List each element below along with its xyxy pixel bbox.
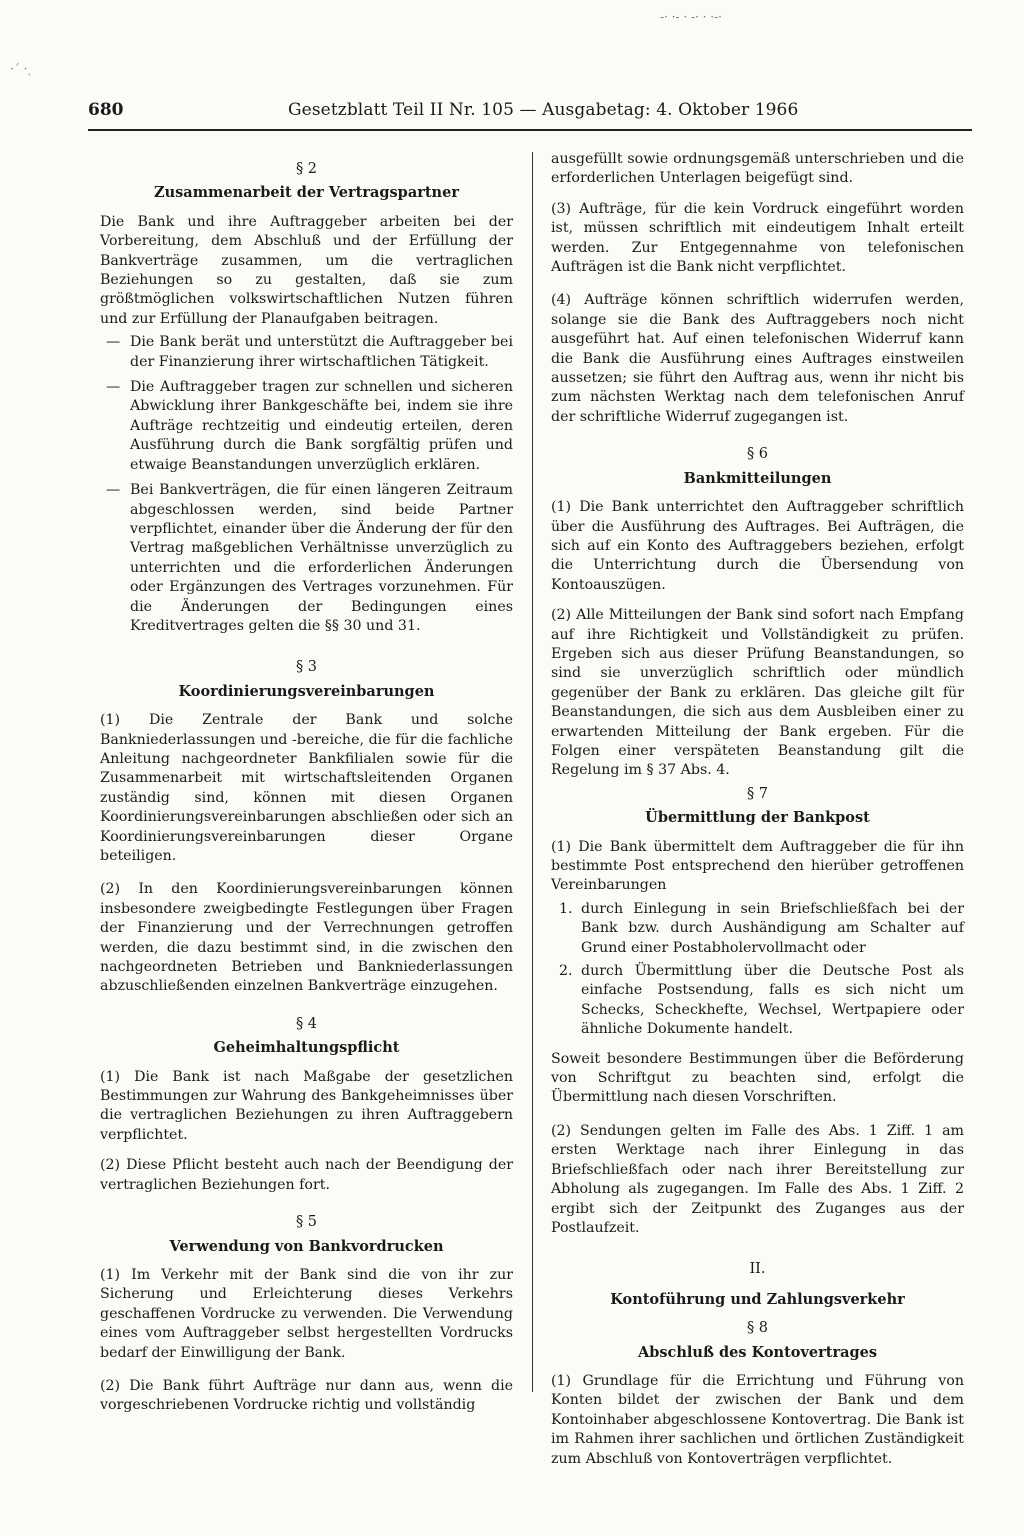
paragraph: ausgefüllt sowie ordnungsgemäß unterschrieben und die erforderlichen Unterlagen beigefügt sind.	[551, 151, 964, 187]
section-6	[551, 445, 964, 781]
section-title: Koordinierungsvereinbarungen	[178, 682, 435, 700]
paragraph: (4) Aufträge können schriftlich widerrufen werden, solange sie die Bank des Auftraggebers noch nicht ausgeführt hat. Auf einen telefonischen Widerruf kann die Bank die Ausführung eines Auftrages einstweilen aussetzen; sie führt den Auftrag aus, wenn ihr nicht bis zum nächsten Werktag nach dem telefonischen Anruf der schriftliche Widerruf zugegangen ist.	[551, 292, 964, 425]
section-number: § 3	[295, 659, 318, 676]
list-item	[100, 333, 513, 372]
paragraph: (2) Alle Mitteilungen der Bank sind sofort nach Empfang auf ihre Richtigkeit und Vollständigkeit zu prüfen. Ergeben sich aus dieser Prüfung Beanstandungen, so sind sie unverzüglich schriftlich oder mündlich gegenüber der Bank zu erklären. Das gleiche gilt für Beanstandungen, die sich aus dem Ausbleiben einer zu erwartenden Mitteilung der Bank ergeben. Für die Folgen einer verspäteten Beanstandung gilt die Regelung im § 37 Abs. 4.	[551, 607, 964, 779]
paragraph: (1) Die Zentrale der Bank und solche Bankniederlassungen und -bereiche, die für die fachliche Anleitung nachgeordneter Bankfilialen sowie für die Zusammenarbeit mit wirtschaftsleitenden Organen zuständig sind, können mit diesen Organen Koordinierungsvereinbarungen abschließen oder sich an Koordinierungsvereinbarungen dieser Organe beteiligen.	[100, 712, 513, 864]
paragraph: Die Bank und ihre Auftraggeber arbeiten bei der Vorbereitung, dem Abschluß und der Erfüllung der Bankverträge zusammen, um die vertraglichen Beziehungen so zu gestalten, daß sie zum größtmöglichen volkswirtschaftlichen Nutzen führen und zur Erfüllung der Planaufgaben beitragen.	[100, 213, 513, 327]
dash-mark: —	[106, 334, 121, 351]
section-number: § 6	[746, 446, 769, 463]
list-item-text: durch Übermittlung über die Deutsche Post als einfache Postsendung, falls es sich nicht um Schecks, Scheckhefte, Wechsel, Wertpapiere oder ähnliche Dokumente handelt.	[581, 963, 964, 1038]
paragraph: (1) Grundlage für die Errichtung und Führung von Konten bildet der zwischen der Bank und dem Kontoinhaber abgeschlossene Kontovertrag. Die Bank ist im Rahmen ihrer sachlichen und örtlichen Zuständigkeit zum Abschluß von Kontoverträgen verpflichtet.	[551, 1372, 964, 1467]
section-3	[100, 658, 513, 997]
section-number: § 4	[295, 1015, 318, 1032]
list-item	[100, 481, 513, 636]
part-number: II.	[749, 1261, 766, 1278]
paragraph: (2) Diese Pflicht besteht auch nach der Beendigung der vertraglichen Beziehungen fort.	[100, 1157, 513, 1193]
section-title: Zusammenarbeit der Vertragspartner	[154, 184, 459, 202]
paragraph: (3) Aufträge, für die kein Vordruck eingeführt worden ist, müssen schriftlich mit eindeutigem Inhalt erteilt werden. Zur Entgegennahme von telefonischen Aufträgen ist die Bank nicht verpflichtet.	[551, 200, 964, 276]
section-7	[551, 785, 964, 1239]
right-column	[551, 150, 964, 1480]
header-title: Gesetzblatt Teil II Nr. 105 — Ausgabetag: 4. Oktober 1966	[288, 100, 799, 120]
section-title: Bankmitteilungen	[683, 469, 832, 487]
scan-speck: ·ˊ ·ˎ	[10, 62, 32, 76]
paragraph: (1) Die Bank unterrichtet den Auftraggeber schriftlich über die Ausführung des Auftrages. Bei Aufträgen, die sich auf ein Konto des Auftraggebers beziehen, erfolgt die Unterrichtung durch die Übersendung von Kontoauszügen.	[551, 499, 964, 593]
page-number: 680	[88, 100, 124, 120]
list-item	[551, 962, 964, 1040]
section-title: Übermittlung der Bankpost	[645, 809, 870, 827]
dash-list	[100, 333, 513, 636]
section-8	[551, 1319, 964, 1469]
paragraph: (2) Die Bank führt Aufträge nur dann aus, wenn die vorgeschriebenen Vordrucke richtig und vollständig	[100, 1377, 513, 1414]
list-number: 2.	[559, 963, 573, 980]
section-number: § 7	[746, 785, 769, 802]
column-divider	[532, 152, 533, 1392]
list-item	[551, 900, 964, 958]
dash-mark: —	[106, 379, 121, 396]
list-item-text: Die Auftraggeber tragen zur schnellen und sicheren Abwicklung ihrer Bankgeschäfte bei, indem sie ihre Aufträge rechtzeitig und eindeutig erteilen, deren Ausführung durch die Bank sorgfältig prüfen und etwaige Beanstandungen unverzüglich erklären.	[130, 379, 513, 473]
part-2	[551, 1260, 964, 1309]
paragraph: Soweit besondere Bestimmungen über die Beförderung von Schriftgut zu beachten sind, erfolgt die Übermittlung nach diesen Vorschriften.	[551, 1050, 964, 1106]
section-4	[100, 1015, 513, 1195]
section-number: § 5	[295, 1214, 318, 1231]
list-item-text: durch Einlegung in sein Briefschließfach bei der Bank bzw. durch Aushändigung am Schalter auf Grund einer Postabholervollmacht oder	[581, 900, 964, 956]
part-title: Kontoführung und Zahlungsverkehr	[610, 1290, 905, 1308]
paragraph: (1) Die Bank übermittelt dem Auftraggeber die für ihn bestimmte Post entsprechend den hierüber getroffenen Vereinbarungen	[551, 838, 964, 894]
section-number: § 2	[295, 161, 318, 177]
paragraph: (1) Die Bank ist nach Maßgabe der gesetzlichen Bestimmungen zur Wahrung des Bankgeheimnisses über die vertraglichen Beziehungen zu ihren Auftraggebern verpflichtet.	[100, 1068, 513, 1143]
paragraph: (2) Sendungen gelten im Falle des Abs. 1 Ziff. 1 am ersten Werktage nach ihrer Einlegung in das Briefschließfach oder nach ihrer Bereitstellung zur Abholung als zugegangen. Im Falle des Abs. 1 Ziff. 2 ergibt sich der Zeitpunkt des Zuganges aus der Postlaufzeit.	[551, 1122, 964, 1236]
page-header	[88, 100, 972, 131]
scan-speck: -· ·- · ‑· · ·-·	[660, 10, 722, 24]
section-number: § 8	[746, 1320, 769, 1337]
section-title: Verwendung von Bankvordrucken	[169, 1237, 444, 1255]
section-title: Geheimhaltungspflicht	[213, 1039, 400, 1057]
numbered-list	[551, 900, 964, 1040]
dash-mark: —	[106, 482, 121, 499]
list-item	[100, 378, 513, 475]
section-5	[100, 1213, 513, 1416]
paragraph: (1) Im Verkehr mit der Bank sind die von ihr zur Sicherung und Erleichterung dieses Verkehrs geschaffenen Vordrucke zu verwenden. Die Verwendung eines vom Auftraggeber selbst hergestellten Vordrucks bedarf der Einwilligung der Bank.	[100, 1266, 513, 1361]
list-item-text: Bei Bankverträgen, die für einen längeren Zeitraum abgeschlossen werden, sind beide Partner verpflichtet, einander über die Änderung der für den Vertrag maßgeblichen Verhältnisse unverzüglich zu unterrichten und die erforderlichen Änderungen oder Ergänzungen des Vertrages vorzunehmen. Für die Änderungen der Bedingungen eines Kreditvertrages gelten die §§ 30 und 31.	[130, 482, 513, 634]
paragraph: (2) In den Koordinierungsvereinbarungen können insbesondere zweigbedingte Festlegungen über Fragen der Finanzierung und der Verrechnungen getroffen werden, die dazu bestimmt sind, in die zwischen den nachgeordneten Betrieben und Bankniederlassungen abzuschließenden einzelnen Bankverträge einzugehen.	[100, 881, 513, 995]
section-title: Abschluß des Kontovertrages	[637, 1343, 878, 1361]
section-5-continued	[551, 150, 964, 427]
section-2	[100, 160, 513, 636]
left-column	[100, 150, 513, 1427]
list-item-text: Die Bank berät und unterstützt die Auftraggeber bei der Finanzierung ihrer wirtschaftlichen Tätigkeit.	[130, 334, 513, 370]
list-number: 1.	[559, 900, 573, 917]
